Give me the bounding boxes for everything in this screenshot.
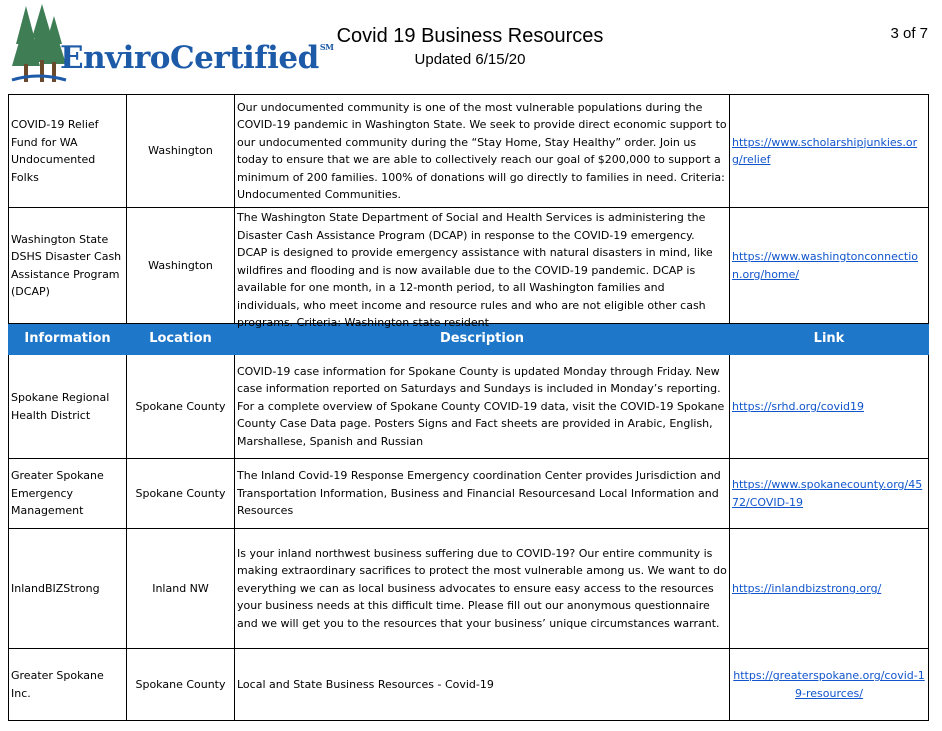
table-row bbox=[9, 208, 929, 324]
resource-link[interactable]: https://greaterspokane.org/covid-19-resources/ bbox=[733, 669, 925, 700]
location-cell: Washington bbox=[127, 95, 235, 208]
description-cell: COVID-19 case information for Spokane County is updated Monday through Friday. New case information reported on Saturdays and Sundays is included in Monday’s reporting. For a complete overview of Spokane County COVID-19 data, visit the COVID-19 Spokane County Case Data page. Posters Signs and Fact sheets are provided in Arabic, English, Marshallese, Spanish and Russian bbox=[235, 355, 730, 459]
info-cell: Spokane Regional Health District bbox=[9, 355, 127, 459]
resources-table bbox=[8, 94, 929, 721]
resource-link[interactable]: https://srhd.org/covid19 bbox=[732, 399, 865, 413]
page-title: Covid 19 Business Resources bbox=[336, 25, 604, 47]
column-header-information: Information bbox=[9, 324, 127, 355]
location-cell: Spokane County bbox=[127, 355, 235, 459]
location-cell: Washington bbox=[127, 208, 235, 324]
column-header-description: Description bbox=[235, 324, 730, 355]
info-cell: Greater Spokane Inc. bbox=[9, 649, 127, 721]
envirocertified-logo bbox=[8, 4, 334, 90]
location-cell: Inland NW bbox=[127, 529, 235, 649]
location-cell: Spokane County bbox=[127, 459, 235, 529]
table-row bbox=[9, 355, 929, 459]
resource-link[interactable]: https://www.washingtonconnection.org/home/ bbox=[732, 250, 919, 281]
logo-wordmark: EnviroCertified℠ bbox=[60, 40, 334, 76]
info-cell: InlandBIZStrong bbox=[9, 529, 127, 649]
table-row bbox=[9, 649, 929, 721]
description-cell: Local and State Business Resources - Covid-19 bbox=[235, 649, 730, 721]
description-cell: The Inland Covid-19 Response Emergency coordination Center provides Jurisdiction and Transportation Information, Business and Financial Resourcesand Local Information and Resources bbox=[235, 459, 730, 529]
description-cell: Is your inland northwest business suffering due to COVID-19? Our entire community is making extraordinary sacrifices to protect the most vulnerable among us. We want to do everything we can as local business advocates to ensure easy access to the resources your business needs at this difficult time. Please fill out our anonymous questionnaire and we will get you to the resources that your business’ unique circumstances warrant. bbox=[235, 529, 730, 649]
column-header-link: Link bbox=[730, 324, 929, 355]
info-cell: Washington State DSHS Disaster Cash Assistance Program (DCAP) bbox=[9, 208, 127, 324]
location-cell: Spokane County bbox=[127, 649, 235, 721]
info-cell: COVID-19 Relief Fund for WA Undocumented Folks bbox=[9, 95, 127, 208]
page-number: 3 of 7 bbox=[890, 25, 928, 42]
info-cell: Greater Spokane Emergency Management bbox=[9, 459, 127, 529]
updated-date: Updated 6/15/20 bbox=[414, 51, 526, 68]
description-cell: Our undocumented community is one of the most vulnerable populations during the COVID-19 pandemic in Washington State. We seek to provide direct economic support to our undocumented community during the “Stay Home, Stay Healthy” order. Join us today to ensure that we are able to collectively reach our goal of $200,000 to support a minimum of 200 families. 100% of donations will go directly to families in need. Criteria: Undocumented Communities. bbox=[235, 95, 730, 208]
description-cell: The Washington State Department of Social and Health Services is administering the Disaster Cash Assistance Program (DCAP) in response to the COVID-19 emergency. DCAP is designed to provide emergency assistance with natural disasters in mind, like wildfires and flooding and is now available due to the COVID-19 pandemic. DCAP is available for one month, in a 12-month period, to all Washington families and individuals, who meet income and resource rules and who are not eligible other cash programs. Criteria: Washington state resident bbox=[237, 211, 713, 329]
pine-trees-icon bbox=[8, 4, 68, 88]
resource-link[interactable]: https://www.scholarshipjunkies.org/relief bbox=[732, 135, 918, 166]
resource-link[interactable]: https://inlandbizstrong.org/ bbox=[732, 581, 882, 595]
table-row bbox=[9, 459, 929, 529]
table-row bbox=[9, 95, 929, 208]
resource-link[interactable]: https://www.spokanecounty.org/4572/COVID-19 bbox=[732, 478, 923, 509]
column-header-location: Location bbox=[127, 324, 235, 355]
table-row bbox=[9, 529, 929, 649]
